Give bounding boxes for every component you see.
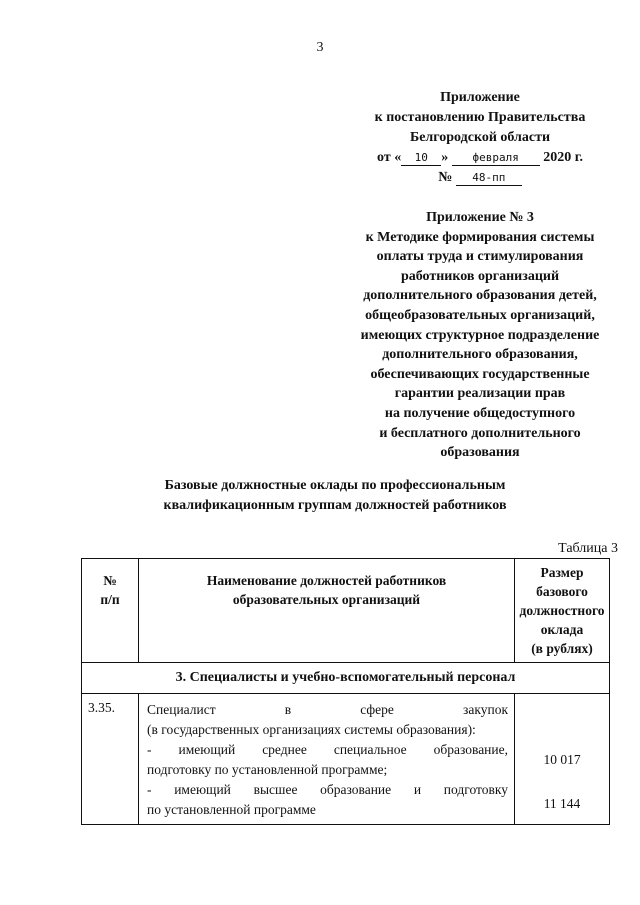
section-row [82,663,610,694]
appendix-line: имеющих структурное подразделение [360,327,600,343]
salary-table [81,558,610,825]
appendix-line: общеобразовательных организаций, [365,307,595,323]
approval-block [320,88,640,188]
row-line: подготовку по установленной программе; [147,762,388,777]
appendix-line: образования [440,445,520,461]
row-name [139,694,515,825]
approval-number [320,168,640,188]
appendix-line: обеспечивающих государственные [370,366,590,382]
section-title: 3. Специалисты и учебно-вспомогательный персонал [82,663,610,694]
salary-value: 11 144 [543,796,581,811]
appendix-line: работников организаций [400,268,560,284]
date-year: 2020 г. [543,150,583,165]
approval-line-2: Белгородской области [409,130,551,145]
table-label: Таблица 3 [558,541,618,556]
date-mid: » [441,150,449,165]
header-salary-line: базового [536,584,588,599]
appendix-line: дополнительного образования, [382,347,578,363]
table-title [120,476,550,516]
page-number: 3 [316,40,324,55]
date-prefix: от « [377,150,402,165]
row-line: - имеющий высшее образование и подготовку [147,782,508,797]
table-title-line-1: Базовые должностные оклады по профессиональным [164,478,506,493]
date-month: февраля [452,151,540,166]
number-prefix: № [438,170,453,185]
header-name [139,559,515,663]
appendix-line: дополнительного образования детей, [363,288,597,304]
header-salary-line: должностного [519,603,605,618]
appendix-line: к Методике формирования системы [365,229,595,245]
header-salary [515,559,610,663]
decree-number: 48-пп [456,171,522,186]
appendix-line: оплаты труда и стимулирования [376,249,584,265]
header-salary-line: (в рублях) [531,641,593,656]
table-header-row [82,559,610,663]
row-line: по установленной программе [147,802,316,817]
approval-line-1: к постановлению Правительства [374,110,586,125]
header-salary-line: Размер [540,565,584,580]
appendix-line: гарантии реализации прав [394,386,566,402]
salary-value: 10 017 [543,752,581,767]
approval-date [320,148,640,168]
appendix-block [320,208,640,463]
header-num [82,559,139,663]
row-line: (в государственных организациях системы образования): [147,722,476,737]
table-title-line-2: квалификационным группам должностей работников [163,498,507,513]
appendix-line: Приложение № 3 [426,210,534,225]
header-name-line: образовательных организаций [232,592,421,607]
approval-title: Приложение [440,90,520,105]
row-num: 3.35. [82,694,139,825]
date-day: 10 [401,151,441,166]
header-name-line: Наименование должностей работников [206,573,447,588]
appendix-line: на получение общедоступного [384,405,576,421]
header-num-line: п/п [100,592,120,607]
row-line: - имеющий среднее специальное образование, [147,742,508,757]
header-salary-line: оклада [540,622,584,637]
table-row [82,694,610,825]
appendix-line: и бесплатного дополнительного [379,425,581,441]
row-salary [515,694,610,825]
header-num-line: № [103,573,117,588]
row-line: Специалист в сфере закупок [147,702,508,717]
